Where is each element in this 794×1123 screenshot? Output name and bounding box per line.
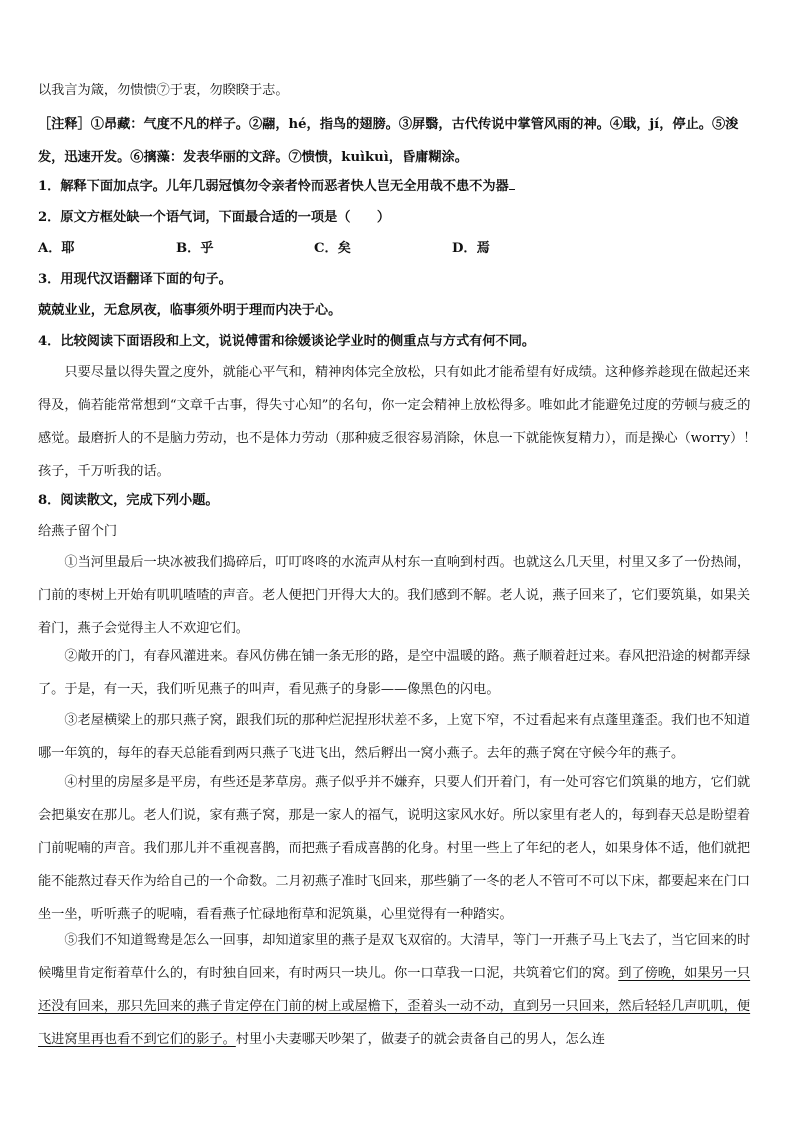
essay-paragraph-5 xyxy=(38,924,760,1056)
question-4: 4．比较阅读下面语段和上文，说说傅雷和徐媛谈论学业时的侧重点与方式有何不同。 xyxy=(38,334,536,349)
question-1-text: 1．解释下面加点字。儿年几弱冠慎勿令亲者怜而恶者快人岂无全用哉不患不为器 xyxy=(38,179,509,194)
question-3-sentence: 兢兢业业，无怠夙夜，临事须外明于理而内决于心。 xyxy=(38,303,342,318)
question-2: 2．原文方框处缺一个语气词，下面最合适的一项是（ ） xyxy=(38,210,391,225)
comparison-passage: 只要尽量以得失置之度外，就能心平气和，精神肉体完全放松，只有如此才能希望有好成绩。这种修养趁现在做起还来得及，倘若能常常想到“文章千古事，得失寸心知”的名句，你一定会精神上放松得多。唯如此才能避免过度的劳顿与疲乏的感觉。最磨折人的不是脑力劳动，也不是体力劳动（那种疲乏很容易消除，休息一下就能恢复精力），而是操心（worry）！孩子，千万听我的话。 xyxy=(38,365,757,479)
essay-closing-line: 以我言为箴，勿愦愦⑦于衷，勿睽睽于志。 xyxy=(38,83,289,98)
choice-d[interactable]: D．焉 xyxy=(452,241,490,256)
question-8: 8．阅读散文，完成下列小题。 xyxy=(38,493,219,508)
underlined-sentence: 到了傍晚，如果另一只还没有回来，那只先回来的燕子肯定停在门前的树上或屋檐下，歪着头一动不动，直到另一只回来，然后轻轻几声叽叽，便飞进窝里再也看不到它们的影子。 xyxy=(38,966,751,1047)
annotation-notes: ［注释］①昂藏：气度不凡的样子。②翮，hé，指鸟的翅膀。③屏翳，古代传说中掌管风雨的神。④戢，jí，停止。⑤浚发，迅速开发。⑥摛藻：发表华丽的文辞。⑦愦愦，kuìkuì，昏庸糊涂。 xyxy=(38,117,739,165)
essay-paragraph-1: ①当河里最后一块冰被我们捣碎后，叮叮咚咚的水流声从村东一直响到村西。也就这么几天里，村里又多了一份热闹，门前的枣树上开始有叽叽喳喳的声音。老人便把门开得大大的。我们感到不解。老人说，燕子回来了，它们要筑巢，如果关着门，燕子会觉得主人不欢迎它们。 xyxy=(38,555,751,636)
question-1 xyxy=(38,170,760,203)
choice-b[interactable]: B．乎 xyxy=(176,241,214,256)
answer-blank xyxy=(509,177,515,190)
choice-c[interactable]: C．矣 xyxy=(314,241,351,256)
question-3: 3．用现代汉语翻译下面的句子。 xyxy=(38,272,232,287)
choice-a[interactable]: A．耶 xyxy=(38,241,75,256)
essay-paragraph-3: ③老屋横梁上的那只燕子窝，跟我们玩的那种烂泥捏形状差不多，上宽下窄，不过看起来有点蓬里蓬歪。我们也不知道哪一年筑的，每年的春天总能看到两只燕子飞进飞出，然后孵出一窝小燕子。去年的燕子窝在守候今年的燕子。 xyxy=(38,713,751,761)
essay-paragraph-2: ②敞开的门，有春风灌进来。春风仿佛在铺一条无形的路，是空中温暖的路。燕子顺着赶过来。春风把沿途的树都弄绿了。于是，有一天，我们听见燕子的叫声，看见燕子的身影——像黑色的闪电。 xyxy=(38,649,751,697)
question-2-choices xyxy=(38,232,638,265)
essay-paragraph-4: ④村里的房屋多是平房，有些还是茅草房。燕子似乎并不嫌弃，只要人们开着门，有一处可容它们筑巢的地方，它们就会把巢安在那儿。老人们说，家有燕子窝，那是一家人的福气，说明这家风水好。所以家里有老人的，每到春天总是盼望着门前呢喃的声音。我们那儿并不重视喜鹊，而把燕子看成喜鹊的化身。村里一些上了年纪的老人，如果身体不适，他们就把能不能熬过春天作为给自己的一个命数。二月初燕子准时飞回来，那些躺了一冬的老人不管可不可以下床，都要起来在门口坐一坐，听听燕子的呢喃，看看燕子忙碌地衔草和泥筑巢，心里觉得有一种踏实。 xyxy=(38,775,751,922)
paragraph-5-start: ⑤我们不知道鸳鸯是怎么一回事，却知道家里的燕子是双飞双宿的。大清早，等门一开燕子马上飞去了，当它回来的时候嘴里肯定衔着草什么的，有时独自回来，有时两只一块儿。你一口草我一口泥，共筑着它们的窝。 xyxy=(38,933,751,981)
essay-title: 给燕子留个门 xyxy=(38,524,118,539)
paragraph-5-end: 村里小夫妻哪天吵架了，做妻子的就会责备自己的男人，怎么连 xyxy=(235,1032,606,1047)
